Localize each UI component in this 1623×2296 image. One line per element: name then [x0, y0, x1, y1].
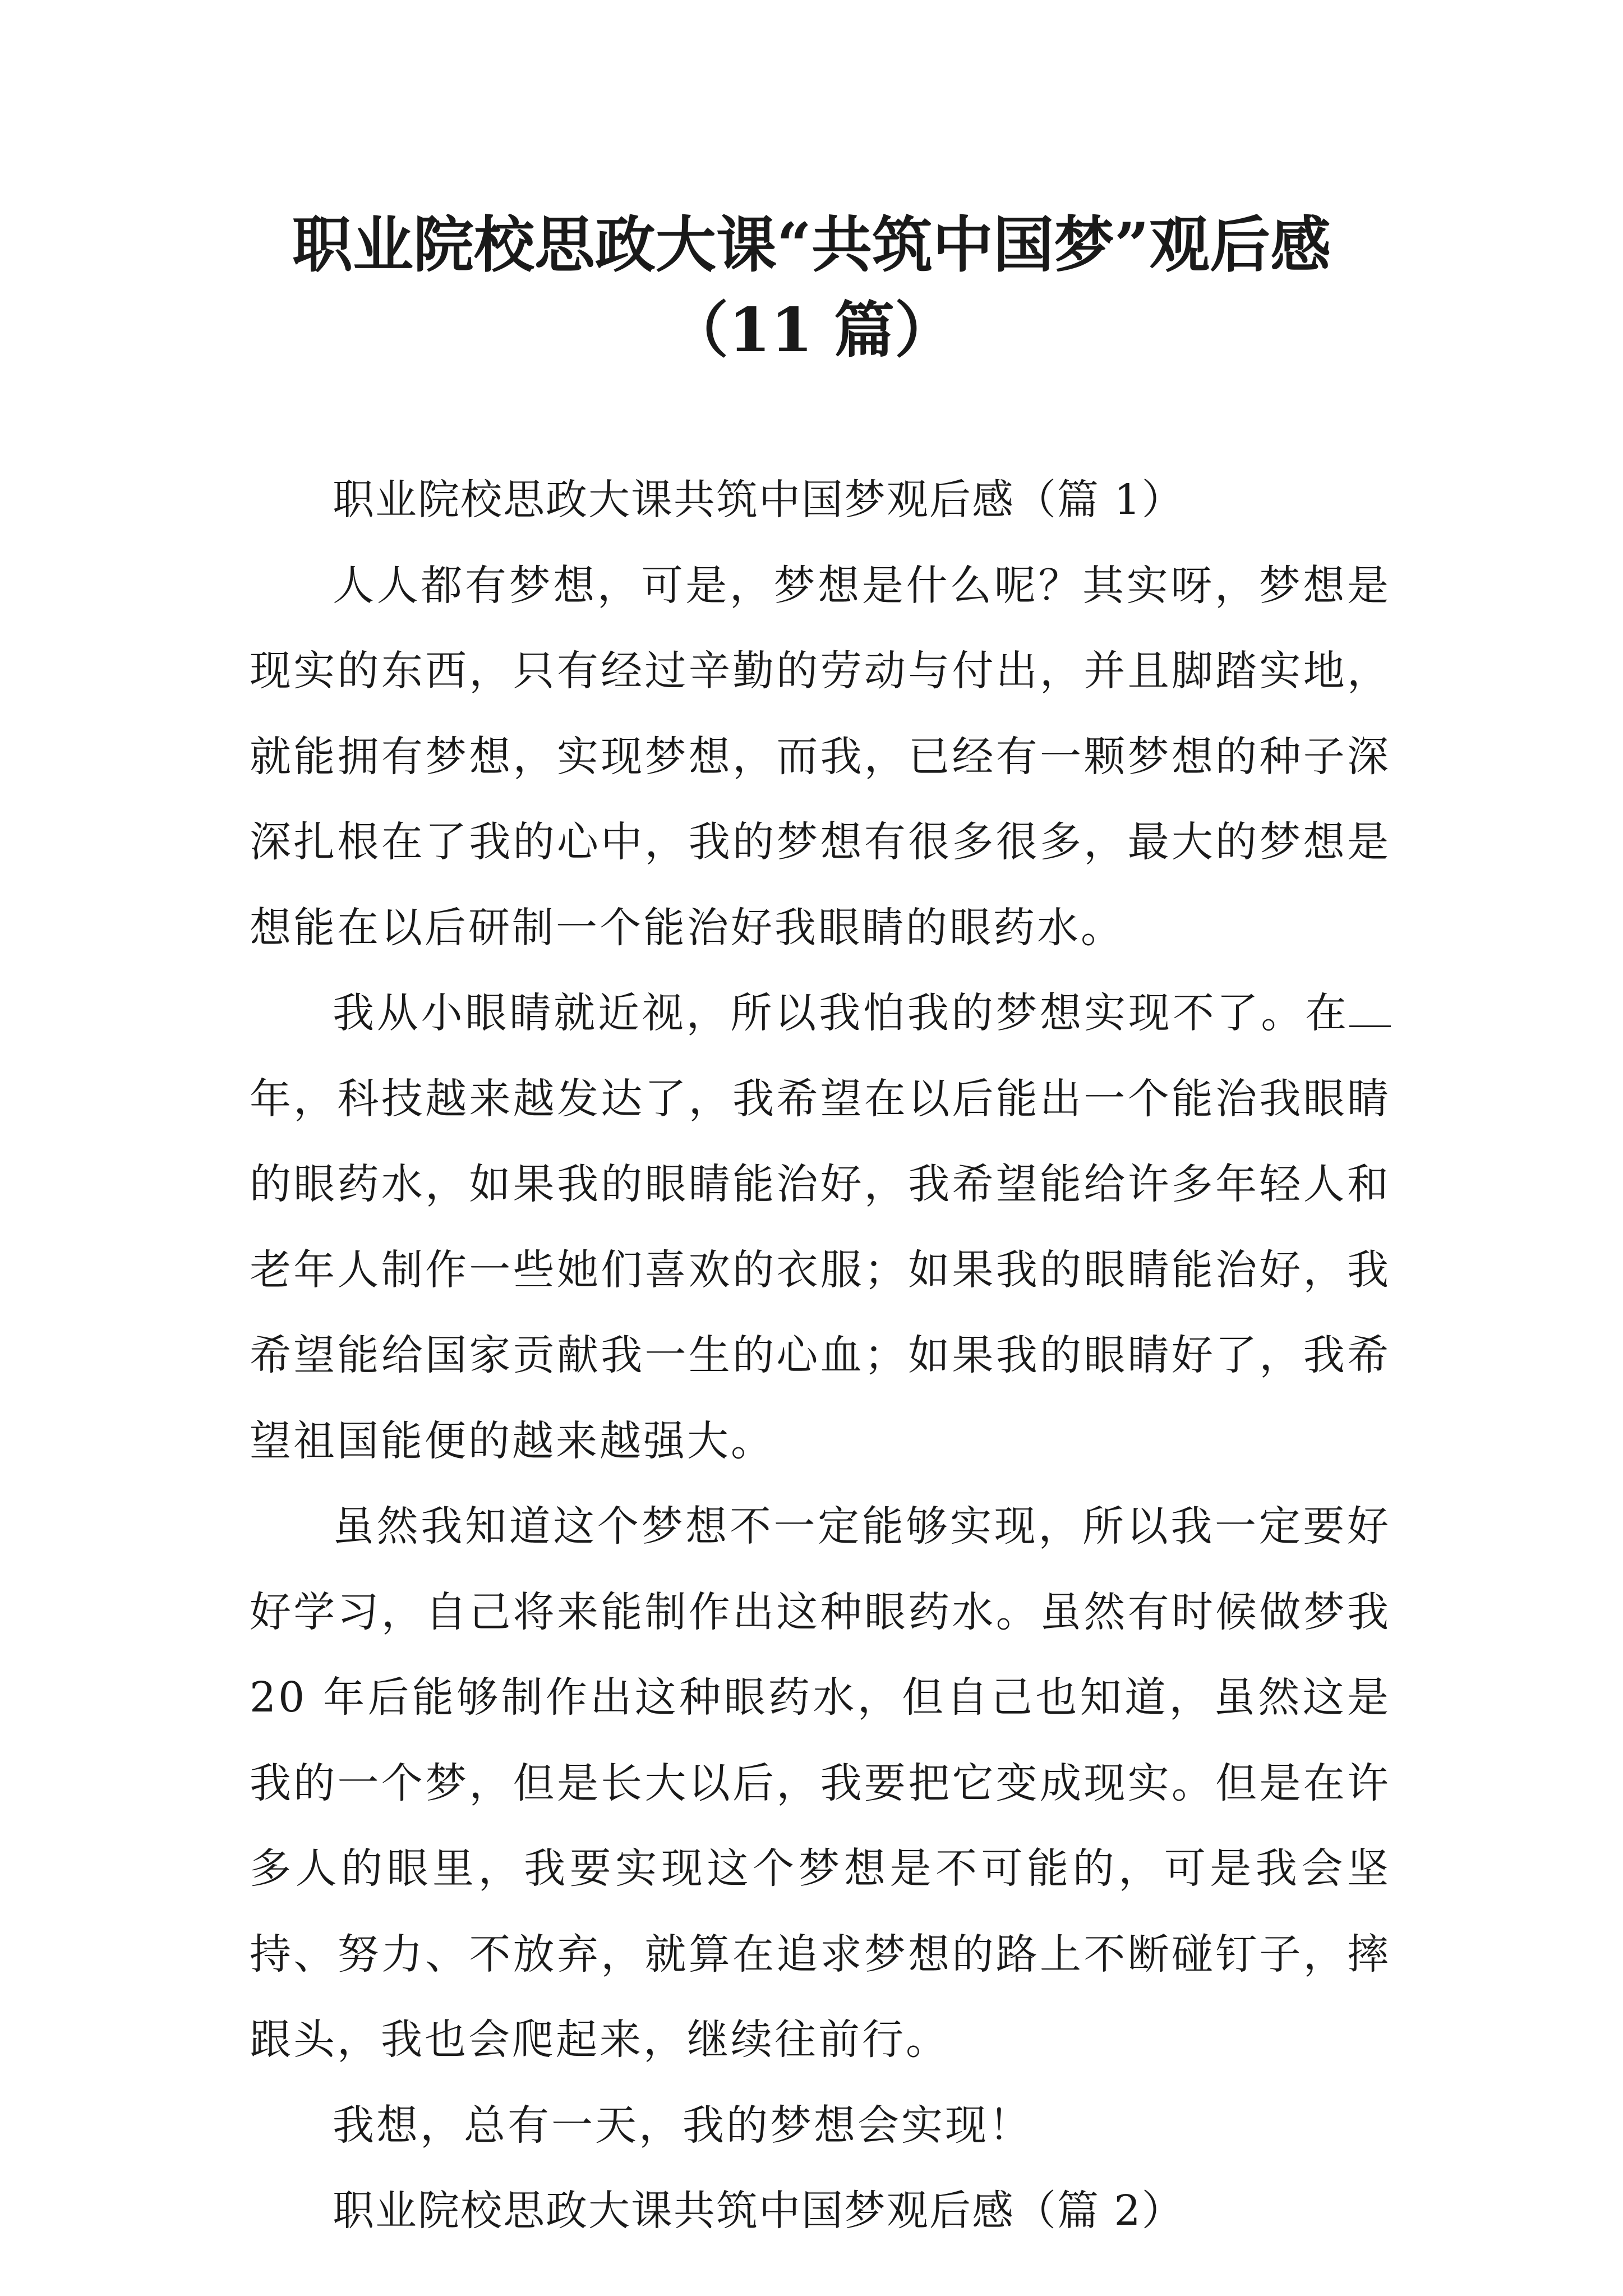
document-title-line-1: 职业院校思政大课“共筑中国梦”观后感 — [292, 210, 1331, 280]
paragraph-2 — [250, 970, 1391, 1484]
document-body — [250, 457, 1391, 2254]
fill-in-blank — [1349, 992, 1391, 1027]
paragraph-2-part-1: 我从小眼睛就近视，所以我怕我的梦想实现不了。在 — [333, 989, 1349, 1037]
document-title-line-2: （11 篇） — [668, 295, 955, 366]
section-1-heading: 职业院校思政大课共筑中国梦观后感（篇 1） — [333, 476, 1184, 524]
paragraph-3: 虽然我知道这个梦想不一定能够实现，所以我一定要好好学习，自己将来能制作出这种眼药水。虽然有时候做梦我 20 年后能够制作出这种眼药水，但自己也知道，虽然这是我的一个梦，但是长大以后，我要把它变成现实。但是在许多人的眼里，我要实现这个梦想是不可能的，可是我会坚持、努力、不放弃，就算在追求梦想的路上不断碰钉子，摔跟头，我也会爬起来，继续往前行。 — [250, 1502, 1391, 2064]
paragraph-2-part-2: 年，科技越来越发达了，我希望在以后能出一个能治我眼睛的眼药水，如果我的眼睛能治好，我希望能给许多年轻人和老年人制作一些她们喜欢的衣服；如果我的眼睛能治好，我希望能给国家贡献我一生的心血；如果我的眼睛好了，我希望祖国能便的越来越强大。 — [250, 1074, 1391, 1465]
paragraph-4: 我想，总有一天，我的梦想会实现！ — [333, 2101, 1032, 2150]
paragraph-1: 人人都有梦想，可是，梦想是什么呢？其实呀，梦想是现实的东西，只有经过辛勤的劳动与付出，并且脚踏实地，就能拥有梦想，实现梦想，而我，已经有一颗梦想的种子深深扎根在了我的心中，我的梦想有很多很多，最大的梦想是想能在以后研制一个能治好我眼睛的眼药水。 — [250, 561, 1391, 952]
section-2-heading: 职业院校思政大课共筑中国梦观后感（篇 2） — [333, 2187, 1184, 2235]
